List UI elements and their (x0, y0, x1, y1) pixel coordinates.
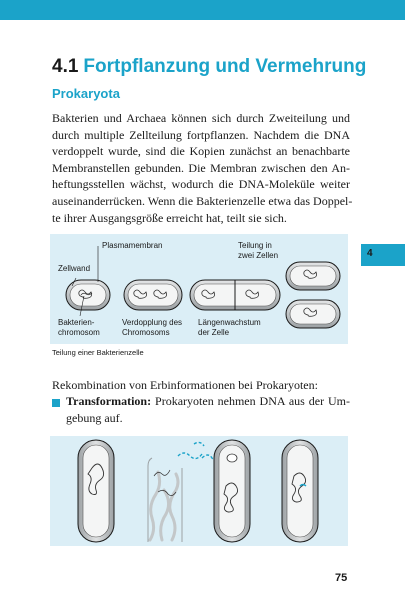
section-number: 4.1 (52, 56, 79, 77)
label-verdopplung-1: Verdopplung des (122, 318, 183, 327)
transformation-cell-lysed (148, 442, 220, 542)
label-teilung-1: Teilung in (238, 241, 272, 250)
transformation-term: Transformation: (66, 394, 152, 408)
transformation-cell-1 (78, 440, 114, 542)
transformation-line-1 (66, 393, 350, 410)
transformation-line-2: gebung auf. (66, 410, 123, 425)
label-verdopplung-2: Chromosoms (122, 328, 170, 337)
section-heading (52, 56, 366, 78)
paragraph-line: auseinanderrücken. Wenn die Bakterienzelle etwa das Doppel- (52, 193, 353, 208)
paragraph-line: te ihrer Ausgangsgröße erreicht hat, teilt sie sich. (52, 210, 287, 225)
transformation-rest: Prokaryoten nehmen DNA aus der Um- (155, 394, 350, 408)
label-laengen-2: der Zelle (198, 328, 230, 337)
chapter-tab[interactable] (361, 244, 405, 266)
transformation-figure (50, 436, 348, 546)
paragraph-line: verdoppelt wurde, sind die Kopien zunächst an benachbarte (52, 144, 350, 159)
transformation-cell-uptake (214, 440, 250, 542)
header-bar (0, 0, 405, 20)
paragraph-line: Membranstellen gebunden. Die Membran zwischen den An- (52, 160, 350, 175)
subsection-title: Prokaryota (52, 86, 120, 101)
cell-replicated-dna (124, 280, 182, 310)
body-paragraph (52, 110, 353, 226)
paragraph-line: heftungsstellen wächst, wodurch die DNA-Moleküle weiter (52, 177, 350, 192)
transformation-item (66, 393, 350, 426)
page-number: 75 (335, 572, 348, 584)
label-bakterien-2: chromosom (58, 328, 100, 337)
label-plasmamembran: Plasmamembran (102, 241, 163, 250)
label-zellwand: Zellwand (58, 264, 91, 273)
section-title: Fortpflanzung und Vermehrung (83, 56, 367, 77)
label-laengen-1: Längenwachstum (198, 318, 261, 327)
cell-elongated (190, 280, 280, 310)
paragraph-line: durch multiple Zellteilung fortpflanzen. Nachdem die DNA (52, 127, 350, 142)
daughter-cell-bottom (286, 300, 340, 328)
paragraph-line: Bakterien und Archaea können sich durch Zweiteilung und (52, 111, 350, 125)
transformation-illustration (50, 436, 348, 546)
daughter-cell-top (286, 262, 340, 290)
figure-caption: Teilung einer Bakterienzelle (52, 348, 144, 357)
bullet-square-icon (52, 397, 64, 407)
recombination-intro: Rekombination von Erbinformationen bei Prokaryoten: (52, 378, 318, 392)
label-bakterien-1: Bakterien- (58, 318, 95, 327)
cell-division-figure (50, 234, 348, 344)
transformation-cell-recombined (282, 440, 318, 542)
chapter-tab-number: 4 (367, 248, 373, 259)
label-teilung-2: zwei Zellen (238, 251, 279, 260)
